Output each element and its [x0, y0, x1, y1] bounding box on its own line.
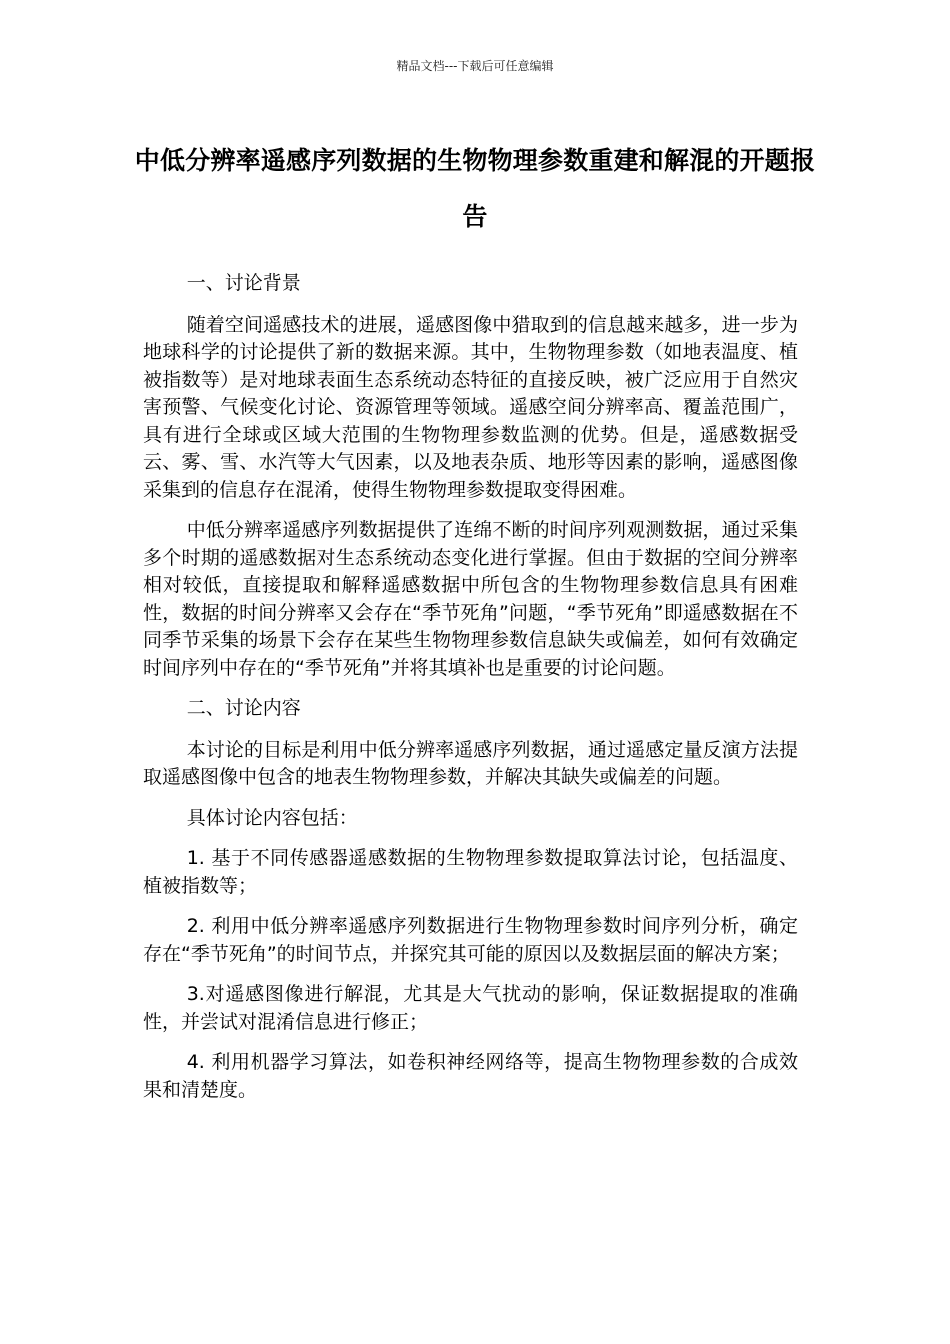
section-heading-content: 二、讨论内容 — [186, 697, 301, 719]
document-title: 中低分辨率遥感序列数据的生物物理参数重建和解混的开题报告 — [134, 146, 816, 231]
list-item-3: 3.对遥感图像进行解混，尤其是大气扰动的影响，保证数据提取的准确性，并尝试对混淆信息进行修正； — [143, 983, 798, 1033]
page-header: 精品文档---下载后可任意编辑 — [396, 59, 554, 73]
list-item-1: 1. 基于不同传感器遥感数据的生物物理参数提取算法讨论，包括温度、植被指数等； — [143, 847, 798, 897]
section-heading-background: 一、讨论背景 — [186, 272, 301, 294]
paragraph-content-intro: 具体讨论内容包括： — [186, 806, 358, 829]
document-body — [143, 270, 798, 1117]
list-item-2: 2. 利用中低分辨率遥感序列数据进行生物物理参数时间序列分析，确定存在“季节死角”的时间节点，并探究其可能的原因以及数据层面的解决方案； — [143, 915, 798, 965]
paragraph-background-2: 中低分辨率遥感序列数据提供了连绵不断的时间序列观测数据，通过采集多个时期的遥感数据对生态系统动态变化进行掌握。但由于数据的空间分辨率相对较低，直接提取和解释遥感数据中所包含的生物物理参数信息具有困难性，数据的时间分辨率又会存在“季节死角”问题，“季节死角”即遥感数据在不同季节采集的场景下会存在某些生物物理参数信息缺失或偏差，如何有效确定时间序列中存在的“季节死角”并将其填补也是重要的讨论问题。 — [143, 519, 798, 679]
paragraph-content-goal: 本讨论的目标是利用中低分辨率遥感序列数据，通过遥感定量反演方法提取遥感图像中包含的地表生物物理参数，并解决其缺失或偏差的问题。 — [143, 738, 798, 788]
paragraph-background-1: 随着空间遥感技术的进展，遥感图像中猎取到的信息越来越多，进一步为地球科学的讨论提供了新的数据来源。其中，生物物理参数（如地表温度、植被指数等）是对地球表面生态系统动态特征的直接反映，被广泛应用于自然灾害预警、气候变化讨论、资源管理等领域。遥感空间分辨率高、覆盖范围广，具有进行全球或区域大范围的生物物理参数监测的优势。但是，遥感数据受云、雾、雪、水汽等大气因素，以及地表杂质、地形等因素的影响，遥感图像采集到的信息存在混淆，使得生物物理参数提取变得困难。 — [143, 313, 798, 501]
list-item-4: 4. 利用机器学习算法，如卷积神经网络等，提高生物物理参数的合成效果和清楚度。 — [143, 1051, 798, 1101]
